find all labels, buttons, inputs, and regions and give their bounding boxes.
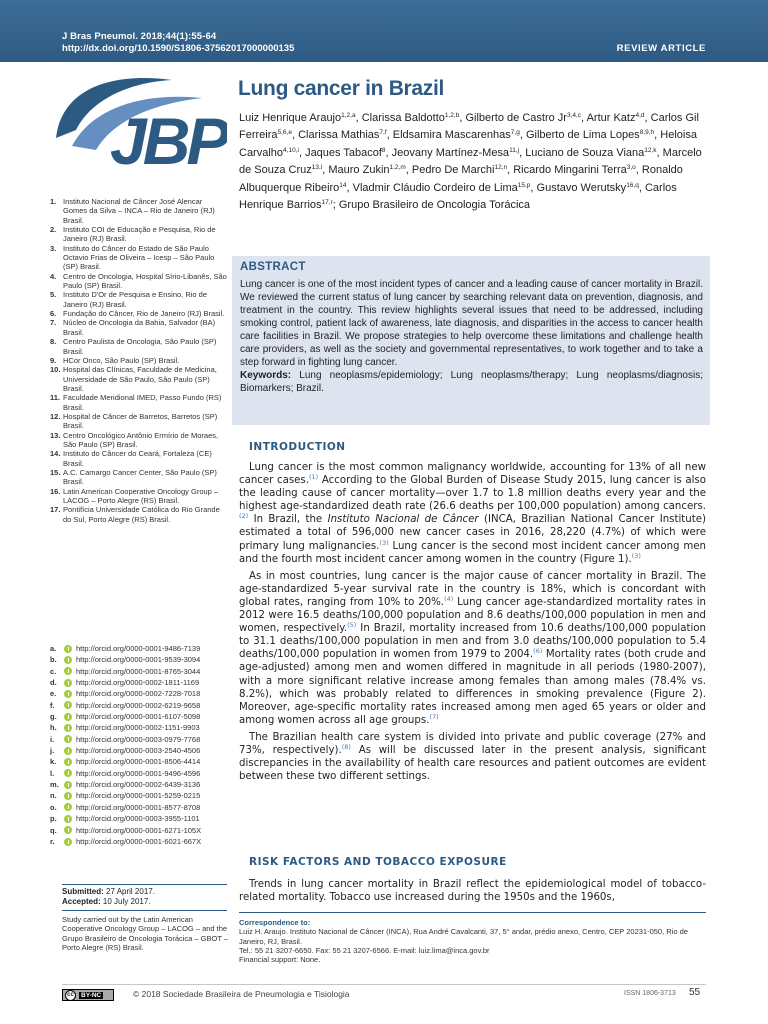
introduction-heading: INTRODUCTION [249,441,346,453]
affiliation-number: 6. [50,309,57,319]
page-number: 55 [689,987,701,998]
affiliation-number: 5. [50,290,57,300]
orcid-link[interactable]: http://orcid.org/0000-0002-6439-3136 [76,780,201,790]
author-affiliation-marker: 3,4,c [566,112,582,119]
orcid-item [50,666,228,677]
orcid-item [50,756,228,767]
orcid-icon [64,792,72,800]
risk-factors-body [239,878,706,904]
author-affiliation-marker: 1,2,a [341,112,356,119]
orcid-icon [64,701,72,709]
author-name: Carlos Henrique Barrios [239,181,677,212]
author-affiliation-marker: 7,f [379,129,387,137]
paragraph: The Brazilian health care system is divided into private and public coverage (27% and 73%, respectively).$^{(8)}$ As will be discussed later in the present analysis, significant discrepancies in the availability of health care resources and patient outcomes are evident between these two different settings. [239,731,706,783]
author-affiliation-marker: 3,o [626,164,636,172]
affiliation-text: Hospital de Câncer de Barretos, Barretos (SP) Brasil. [63,411,218,431]
affiliation-number: 15. [50,467,61,477]
abstract-heading: ABSTRACT [240,261,306,273]
affiliation-number: 16. [50,486,61,496]
author-affiliation-marker: 12,k [644,146,657,154]
reference-link[interactable]: (1) [308,473,319,482]
orcid-link[interactable]: http://orcid.org/0000-0002-1811-1169 [76,678,200,688]
affiliation-item [50,225,228,244]
orcid-item [50,836,228,847]
author-affiliation-marker: 5,6,e [277,129,292,137]
author-name: Luciano de Souza Viana [525,146,645,159]
orcid-icon [64,758,72,766]
footer-divider [62,984,706,985]
author-name: Luiz Henrique Araujo [239,112,342,124]
author-affiliation-marker: 8,9,h [639,129,655,137]
affiliation-number: 14. [50,449,61,459]
reference-link[interactable]: (2) [239,512,249,521]
orcid-letter: j. [50,746,55,756]
affiliation-text: Latin American Cooperative Oncology Group – LACOG – Porto Alegre (RS) Brasil. [63,486,219,505]
orcid-icon [64,679,72,687]
affiliation-text: Instituto do Câncer do Ceará, Fortaleza (CE) Brasil. [63,449,212,468]
affiliation-text: Centro Oncológico Antônio Ermírio de Moraes, São Paulo (SP) Brasil. [63,430,219,449]
reference-link[interactable]: (5) [347,621,357,630]
paragraph: As in most countries, lung cancer is the major cause of cancer mortality in Brazil. The age-standardized 5-year survival rate in the country is 18%, which is concordant with global rates, ranging from 10% to 20%.$^{(4)}$ Lung cancer age-standardized mortality rates in 2012 were 16.5 deaths/100,000 population and 8.6 deaths/100,000 population in men and women, respectively.$^{(5)}$ In Brazil, mortality increased from 10.6 deaths/100,000 population to 31.1 deaths/100,000 population in men and from 3.0 deaths/100,000 population to 5.4 deaths/100,000 population in women from 1979 to 2004.$^{(6)}$ Mortality rates (both crude and age-adjusted) among men and women differed in magnitude in all periods (1980-2007), with a more significant relative increase among females than among males (78.4% vs. 8.2%), which was probably related to differences in smoking prevalence (Figure 2). Moreover, age-specific mortality rates increased among men aged 65 years or older and among women across all age groups.$^{(7)}$ [239,570,707,726]
affiliation-text: Centro Paulista de Oncologia, São Paulo (SP) Brasil. [63,337,217,356]
accepted-date: 10 July 2017. [102,897,151,906]
author-name: Jaques Tabacof [305,146,382,159]
author-affiliation-marker: 4,10,i [283,146,299,154]
author-affiliation-marker: 11,j [509,146,520,154]
orcid-letter: a. [50,644,57,653]
orcid-item [50,654,228,665]
italic-term: Instituto Nacional de Câncer [327,514,479,526]
orcid-icon [64,769,72,777]
orcid-icon [64,803,72,811]
affiliation-number: 9. [50,355,57,365]
affiliation-text: Instituto Nacional de Câncer José Alencar Gomes da Silva – INCA – Rio de Janeiro (RJ) Brasil. [63,197,215,225]
orcid-link[interactable]: http://orcid.org/0000-0001-6107-5098 [76,712,201,722]
keywords-text: Lung neoplasms/epidemiology; Lung neoplasms/therapy; Lung neoplasms/diagnosis; Biomarkers; Brazil. [240,370,703,395]
orcid-link[interactable]: http://orcid.org/0000-0001-6021-667X [76,836,202,846]
orcid-item [50,643,228,654]
copyright-notice: © 2018 Sociedade Brasileira de Pneumologia e Tisiologia [133,989,350,999]
affiliation-item [50,449,228,468]
orcid-icon [64,656,72,664]
orcid-letter: d. [50,678,57,688]
orcid-icon [64,690,72,698]
orcid-letter: r. [50,836,55,846]
orcid-link[interactable]: http://orcid.org/0000-0002-7228-7018 [76,689,201,699]
keywords-label: Keywords: [240,370,292,382]
affiliation-number: 8. [50,337,57,347]
author-group: ; Grupo Brasileiro de Oncologia Torácica [332,199,531,212]
orcid-item [50,734,228,745]
author-name: Artur Katz [586,112,636,124]
orcid-link[interactable]: http://orcid.org/0000-0001-8577-8708 [76,802,201,812]
author-affiliation-marker: 8 [381,146,386,154]
author-name: Clarissa Mathias [298,129,380,142]
affiliation-number: 7. [50,318,57,328]
affiliation-item [50,244,228,272]
affiliation-item [50,356,228,365]
orcid-item [50,722,228,733]
affiliation-text: A.C. Camargo Cancer Center, São Paulo (SP) Brasil. [63,467,217,487]
orcid-icon [64,838,72,846]
author-affiliation-marker: 16,q [626,181,639,189]
correspondence-line: Financial support: None. [239,955,321,965]
affiliation-text: Hospital das Clínicas, Faculdade de Medicina, Universidade de São Paulo, São Paulo (SP) Brasil. [63,365,217,393]
orcid-link[interactable]: http://orcid.org/0000-0002-1151-9903 [76,723,200,733]
author-affiliation-marker: 12,n [494,164,508,172]
affiliation-number: 13. [50,430,61,440]
affiliation-number: 1. [50,197,57,206]
author-affiliation-marker: 14 [339,181,347,189]
orcid-icon [64,747,72,755]
orcid-letter: h. [50,723,57,733]
license-label: BY-NC [81,991,102,999]
affiliation-number: 17. [50,505,61,515]
orcid-link[interactable]: http://orcid.org/0000-0002-6219-9658 [76,700,201,710]
orcid-letter: e. [50,689,57,699]
orcid-letter: l. [50,768,55,778]
reference-link[interactable]: (3) [631,551,641,560]
affiliation-number: 12. [50,411,61,421]
orcid-item [50,825,228,836]
jbp-logo [52,68,227,178]
correspondence-label: Correspondence to: [239,918,311,927]
author-affiliation-marker: 1,2,m [389,164,406,172]
affiliation-item [50,337,228,356]
reference-link[interactable]: (8) [341,742,351,751]
affiliation-text: HCor Onco, São Paulo (SP) Brasil. [63,355,180,365]
affiliation-item [50,393,228,412]
orcid-letter: k. [50,757,57,767]
article-type-label: REVIEW ARTICLE [616,43,706,54]
orcid-letter: n. [50,791,57,801]
orcid-link[interactable]: http://orcid.org/0000-0001-8765-3044 [76,666,201,676]
orcid-item [50,700,228,711]
orcid-link[interactable]: http://orcid.org/0000-0001-8506-4414 [76,757,201,767]
orcid-link[interactable]: http://orcid.org/0000-0001-9496-4596 [76,768,201,778]
author-name: Gilberto de Castro Jr [465,112,567,124]
orcid-letter: b. [50,655,57,665]
orcid-item [50,745,228,756]
author-name: Gustavo Werutsky [536,181,627,194]
affiliation-text: Pontifícia Universidade Católica do Rio Grande do Sul, Porto Alegre (RS) Brasil. [63,505,220,524]
orcid-link[interactable]: http://orcid.org/0000-0003-0979-7768 [76,734,201,744]
affiliation-item [50,309,228,318]
orcid-icon [64,713,72,721]
affiliation-number: 10. [50,365,61,375]
orcid-item [50,813,228,824]
abstract-box [232,256,710,425]
orcid-link[interactable]: http://orcid.org/0000-0001-9539-3094 [76,655,201,665]
orcid-item [50,677,228,688]
author-name: Marcelo de Souza Cruz [239,146,702,177]
affiliation-item [50,272,228,291]
author-name: Gilberto de Lima Lopes [525,129,640,142]
divider [62,884,227,885]
svg-text:JBP: JBP [110,104,227,178]
orcid-link[interactable]: http://orcid.org/0000-0001-5259-0215 [76,791,201,801]
affiliation-list [50,197,228,524]
correspondence-block [239,918,709,964]
author-affiliation-marker: 13,l [311,164,323,172]
affiliation-text: Fundação do Câncer, Rio de Janeiro (RJ) Brasil. [63,309,225,319]
affiliation-text: Instituto do Câncer do Estado de São Paulo Octavio Frias de Oliveira – Icesp – São Paulo (SP) Brasil. [63,243,215,272]
author-list: Luiz Henrique Araujo$^{1,2,a}$, Clarissa Baldotto$^{1,2,b}$, Gilberto de Castro Jr$^{3,4,c}$, Artur Katz$^{4,d}$, Carlos Gil Ferreira$^{5,6,e}$, Clarissa Mathias$^{7,f}$, Eldsamira Mascarenhas$^{7,g}$, Gilberto de Lima Lopes$^{8,9,h}$, Heloisa Carvalho$^{4,10,i}$, Jaques Tabacof$^8$, Jeovany Martínez-Mesa$^{11,j}$, Luciano de Souza Viana$^{12,k}$, Marcelo de Souza Cruz$^{13,l}$, Mauro Zukin$^{1,2,m}$, Pedro De Marchi$^{12,n}$, Ricardo Mingarini Terra$^{3,o}$, Ronaldo Albuquerque Ribeiro$^{14}$, Vladmir Cláudio Cordeiro de Lima$^{15,p}$, Gustavo Werutsky$^{16,q}$, Carlos Henrique Barrios$^{17,r}$; Grupo Brasileiro de Oncologia Torácica [239,112,702,212]
author-name: Heloisa Carvalho [239,129,697,159]
author-affiliation-marker: 15,p [517,181,531,189]
orcid-icon [64,645,72,653]
affiliation-item [50,431,228,450]
author-name: Clarissa Baldotto [361,112,445,124]
orcid-link[interactable]: http://orcid.org/0000-0003-2540-4506 [76,746,201,756]
creative-commons-icon: cc [65,990,76,1001]
risk-factors-heading: RISK FACTORS AND TOBACCO EXPOSURE [249,856,507,868]
author-name: Eldsamira Mascarenhas [392,129,511,142]
reference-link[interactable]: (6) [533,647,543,656]
article-title: Lung cancer in Brazil [238,77,445,100]
author-name: Ronaldo Albuquerque Ribeiro [239,164,683,194]
author-name: Carlos Gil Ferreira [239,112,699,142]
orcid-item [50,688,228,699]
reference-link[interactable]: (3) [379,538,389,547]
author-affiliation-marker: 7,g [510,129,520,137]
affiliation-item [50,318,228,337]
divider [62,910,227,911]
affiliation-item [50,468,228,487]
author-affiliation-marker: 4,d [635,112,645,119]
orcid-link[interactable]: http://orcid.org/0000-0003-3955-1101 [76,814,200,824]
abstract-text: Lung cancer is one of the most incident types of cancer and a leading cause of cancer mortality in Brazil. We reviewed the current status of lung cancer by searching relevant data on prevention, diagnosis, and treatment in the country. This review highlights several issues that need to be addressed, including smoking control, patient lack of awareness, late diagnosis, and disparities in the access to cancer health care facilities in Brazil. We propose strategies to help overcome these limitations and challenge health care providers, as well as the society and governmental representatives, to work together and to take a step forward in fighting lung cancer. [240,279,703,369]
reference-link[interactable]: (4) [444,594,454,603]
affiliation-number: 11. [50,393,61,403]
affiliation-number: 4. [50,271,57,281]
author-name: Pedro De Marchi [411,164,495,177]
orcid-link[interactable]: http://orcid.org/0000-0001-9486-7139 [76,644,201,653]
orcid-letter: m. [50,780,59,790]
reference-link[interactable]: (7) [429,712,439,721]
orcid-letter: o. [50,802,57,812]
abstract-keywords [240,369,703,395]
affiliation-item [50,505,228,524]
orcid-item [50,802,228,813]
paragraph: Trends in lung cancer mortality in Brazil reflect the epidemiological model of tobacco-related mortality. Tobacco use increased during the 1950s and the 1960s, [239,879,706,904]
submission-dates [62,887,155,907]
affiliation-item [50,412,228,431]
orcid-letter: p. [50,814,57,824]
orcid-letter: f. [50,700,55,710]
orcid-icon [64,815,72,823]
orcid-link[interactable]: http://orcid.org/0000-0001-6271-105X [76,825,202,835]
affiliation-item [50,197,228,225]
issn: ISSN 1806-3713 [624,990,676,997]
author-name: Vladmir Cláudio Cordeiro de Lima [352,181,518,194]
orcid-item [50,768,228,779]
affiliation-text: Instituto D'Or de Pesquisa e Ensino, Rio de Janeiro (RJ) Brasil. [63,290,208,309]
orcid-icon [64,826,72,834]
affiliation-item [50,487,228,506]
paragraph: Lung cancer is the most common malignancy worldwide, accounting for 13% of all new cancer cases.$^{(1)}$ According to the Global Burden of Disease Study 2015, lung cancer is also the leading cause of cancer mortality—over 1.7 to 1.8 million deaths every year and the highest age-standardized death rate (26.6 deaths per 100,000 population) among cancers.$^{(2)}$ In Brazil, the Instituto Nacional de Câncer (INCA, Brazilian National Cancer Institute) estimated a total of 596,000 new cancer cases in 2016, 28,220 (4.7%) of which were primary lung malignancies.$^{(3)}$ Lung cancer is the second most incident cancer among men and the fourth most incident cancer among women in the country (Figure 1).$^{(3)}$ [239,462,706,565]
orcid-icon [64,724,72,732]
orcid-icon [64,667,72,675]
submitted-date: 27 April 2017. [106,887,155,896]
affiliation-item [50,290,228,309]
introduction-body [239,461,706,783]
study-note: Study carried out by the Latin American Cooperative Oncology Group – LACOG – and the Grupo Brasileiro de Oncologia Torácica – GBOT – Porto Alegre (RS) Brasil. [62,915,229,952]
orcid-letter: q. [50,825,57,835]
orcid-item [50,790,228,801]
correspondence-line: Tel.: 55 21 3207-6650. Fax: 55 21 3207-6566. E-mail: luiz.lima@inca.gov.br [239,945,490,955]
orcid-item [50,779,228,790]
divider [239,912,706,913]
correspondence-line: Luiz H. Araujo. Instituto Nacional de Câncer (INCA), Rua André Cavalcanti, 37, 5° andar, prédio anexo, Centro, CEP 20231-050, Rio de Janeiro, RJ, Brasil. [239,927,688,946]
orcid-letter: c. [50,666,57,676]
journal-citation: J Bras Pneumol. 2018;44(1):55-64 [62,31,217,42]
author-affiliation-marker: 17,r [321,199,333,207]
affiliation-number: 2. [50,225,57,235]
affiliation-item [50,365,228,393]
affiliation-text: Centro de Oncologia, Hospital Sírio-Libanês, São Paulo (SP) Brasil. [63,271,227,291]
orcid-item [50,711,228,722]
author-name: Jeovany Martínez-Mesa [391,146,510,159]
accepted-label: Accepted: [62,897,101,906]
author-affiliation-marker: 1,2,b [444,112,460,119]
affiliation-number: 3. [50,243,57,253]
cc-license-badge[interactable] [62,989,114,1001]
orcid-letter: i. [50,734,55,744]
doi-link[interactable]: http://dx.doi.org/10.1590/S1806-37562017000000135 [62,43,295,54]
affiliation-text: Instituto COI de Educação e Pesquisa, Rio de Janeiro (RJ) Brasil. [63,225,216,244]
orcid-icon [64,735,72,743]
submitted-label: Submitted: [62,887,104,896]
affiliation-text: Núcleo de Oncologia da Bahia, Salvador (BA) Brasil. [63,318,216,337]
author-name: Ricardo Mingarini Terra [513,164,627,177]
affiliation-text: Faculdade Meridional IMED, Passo Fundo (RS) Brasil. [63,393,222,412]
journal-header-band [0,0,768,62]
orcid-letter: g. [50,712,57,722]
orcid-list [50,643,228,847]
orcid-icon [64,781,72,789]
author-name: Mauro Zukin [328,164,390,177]
